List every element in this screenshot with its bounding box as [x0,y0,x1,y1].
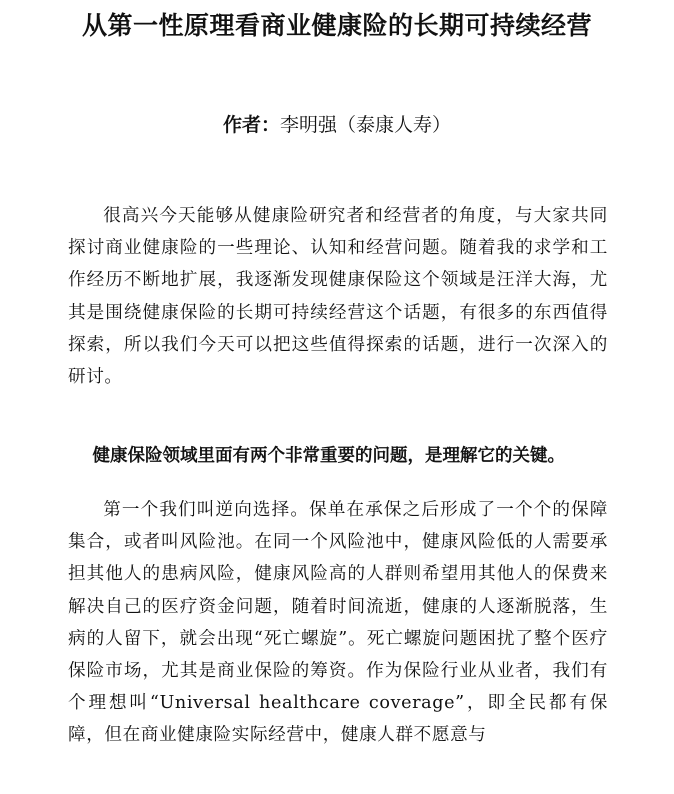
author-line [0,110,674,140]
document-title: 从第一性原理看商业健康险的长期可持续经营 [81,11,592,40]
author-label: 作者： [222,114,280,136]
paragraph-intro: 很高兴今天能够从健康险研究者和经营者的角度，与大家共同探讨商业健康险的一些理论、认知和经营问题。随着我的求学和工作经历不断地扩展，我逐渐发现健康保险这个领域是汪洋大海，尤其是围绕健康保险的长期可持续经营这个话题，有很多的东西值得探索，所以我们今天可以把这些值得探索的话题，进行一次深入的研讨。 [68,206,608,388]
paragraph-adverse-selection: 第一个我们叫逆向选择。保单在承保之后形成了一个个的保障集合，或者叫风险池。在同一个风险池中，健康风险低的人需要承担其他人的患病风险，健康风险高的人群则希望用其他人的保费来解决自己的医疗资金问题，随着时间流逝，健康的人逐渐脱落，生病的人留下，就会出现“死亡螺旋”。死亡螺旋问题困扰了整个医疗保险市场，尤其是商业保险的筹资。作为保险行业从业者，我们有个理想叫“Universal healthcare coverage”，即全民都有保障，但在商业健康险实际经营中，健康人群不愿意与 [68,500,608,746]
author-name: 李明强（泰康人寿） [280,114,452,136]
section-heading: 健康保险领域里面有两个非常重要的问题，是理解它的关键。 [92,446,565,466]
